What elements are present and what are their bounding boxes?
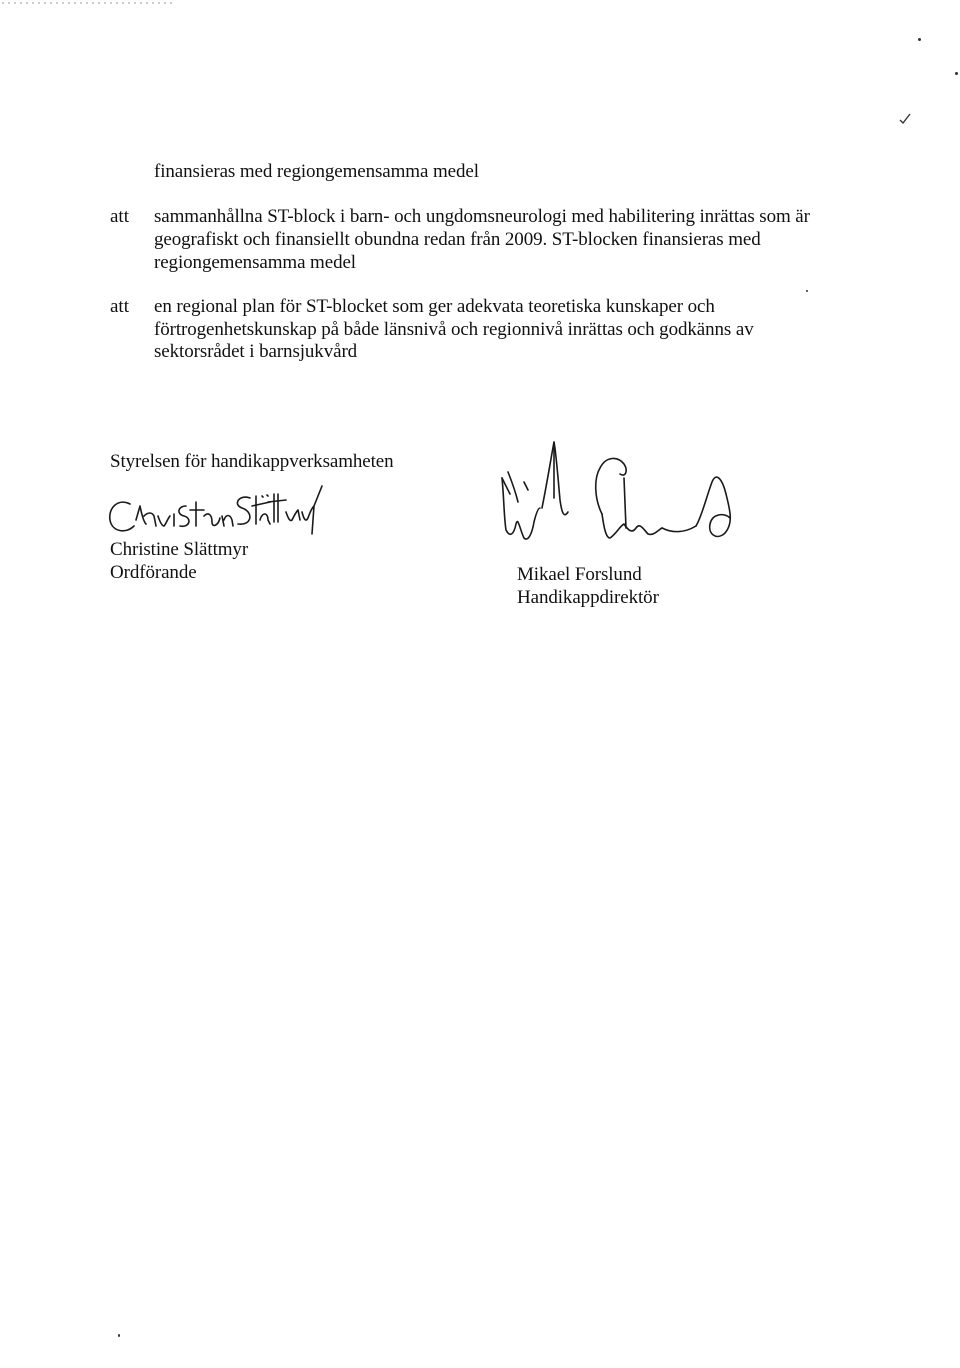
clause-2-line-1: en regional plan för ST-blocket som ger adekvata teoretiska kunskaper och — [154, 296, 715, 317]
clause-1-marker: att — [110, 206, 129, 227]
clause-1-line-3: regiongemensamma medel — [154, 252, 356, 273]
scan-speck — [955, 72, 958, 75]
clause-2-line-2: förtrogenhetskunskap på både länsnivå och regionnivå inrättas och godkänns av — [154, 319, 754, 340]
clause-2-marker: att — [110, 296, 129, 317]
clause-1-line-2: geografiskt och finansiellt obundna redan från 2009. ST-blocken finansieras med — [154, 229, 761, 250]
signatory-1-name: Christine Slättmyr — [110, 539, 249, 560]
clause-2-line-3: sektorsrådet i barnsjukvård — [154, 341, 358, 362]
scan-artifact — [0, 0, 180, 6]
check-mark-icon — [898, 112, 912, 126]
signature-mikael-forslund — [490, 438, 750, 558]
clause-1-line-1: sammanhållna ST-block i barn- och ungdomsneurologi med habilitering inrättas som är — [154, 206, 810, 227]
scan-speck — [118, 1334, 120, 1337]
intro-line: finansieras med regiongemensamma medel — [154, 161, 479, 182]
scan-speck — [918, 38, 921, 41]
signatory-2-name: Mikael Forslund — [517, 564, 642, 585]
scan-speck — [806, 290, 808, 292]
board-name: Styrelsen för handikappverksamheten — [110, 451, 394, 472]
signatory-1-title: Ordförande — [110, 562, 197, 583]
signatory-2-title: Handikappdirektör — [517, 587, 659, 608]
